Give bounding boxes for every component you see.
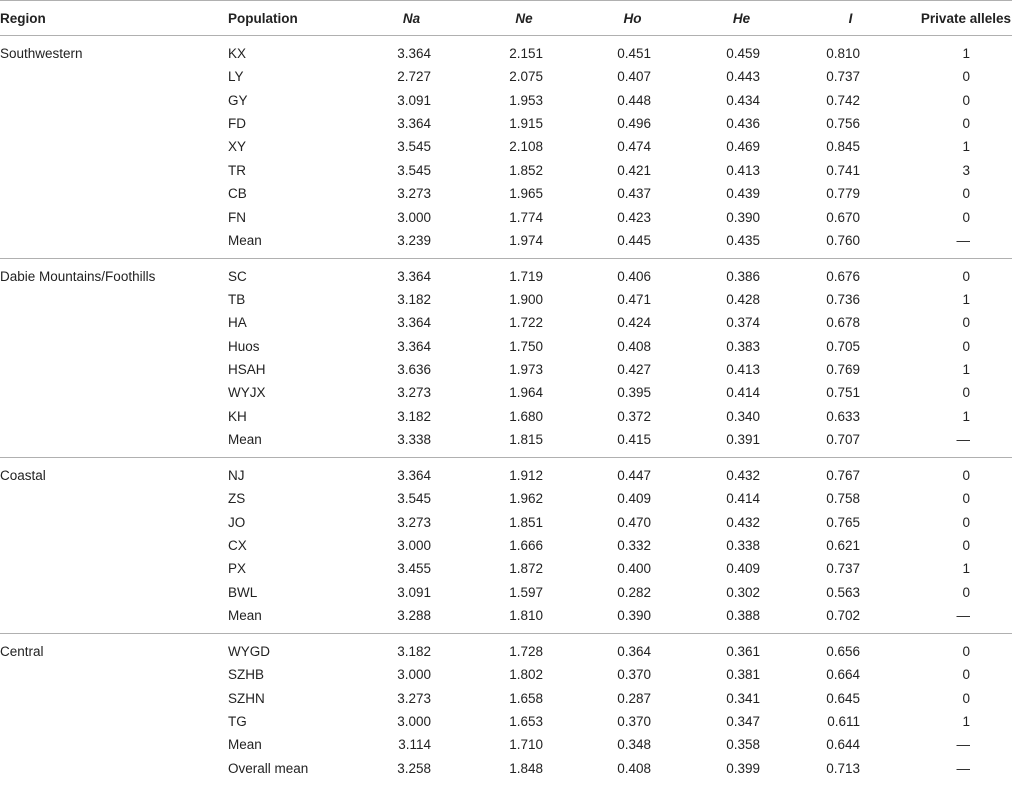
- ne-cell: 1.653: [509, 714, 543, 729]
- ho-cell: 0.372: [617, 408, 651, 424]
- population-cell: KH: [228, 408, 247, 424]
- region-cell-empty: [0, 288, 228, 311]
- ho-cell: 0.447: [578, 458, 687, 488]
- i-cell: 0.707: [826, 432, 860, 448]
- private-alleles-cell: 0: [962, 338, 970, 354]
- private-alleles-cell: 0: [962, 584, 970, 600]
- ho-cell: 0.437: [617, 186, 651, 202]
- private-alleles-cell: 0: [962, 186, 970, 202]
- region-cell-empty: [0, 710, 228, 733]
- i-cell: 0.751: [826, 385, 860, 401]
- na-cell: 3.338: [397, 432, 431, 448]
- na-cell: 3.091: [397, 92, 431, 108]
- ne-cell: 1.597: [509, 584, 543, 600]
- private-alleles-cell: 0: [962, 514, 970, 530]
- he-cell: 0.414: [726, 385, 760, 401]
- he-cell: 0.341: [726, 690, 760, 706]
- he-cell: 0.414: [726, 491, 760, 507]
- private-alleles-cell: 1: [962, 362, 970, 378]
- table-row: [0, 487, 1012, 510]
- i-cell: 0.644: [826, 737, 860, 753]
- table-row: [0, 112, 1012, 135]
- population-cell: XY: [228, 139, 247, 155]
- ho-cell: 0.348: [617, 737, 651, 753]
- header-he: He: [687, 1, 796, 36]
- na-cell: 3.273: [397, 186, 431, 202]
- he-cell: 0.435: [726, 232, 760, 248]
- private-alleles-cell: 0: [962, 538, 970, 554]
- private-alleles-cell: 1: [962, 46, 970, 61]
- table-row: [0, 534, 1012, 557]
- ho-cell: 0.427: [617, 362, 651, 378]
- table-row: [0, 205, 1012, 228]
- private-alleles-cell: 1: [962, 291, 970, 307]
- i-cell: 0.705: [826, 338, 860, 354]
- he-cell: 0.432: [726, 514, 760, 530]
- table-row: [0, 557, 1012, 580]
- header-row: [0, 1, 1012, 36]
- header-region: Region: [0, 1, 228, 36]
- ne-cell: 1.964: [509, 385, 543, 401]
- table-row: [0, 686, 1012, 709]
- ne-cell: 1.750: [509, 338, 543, 354]
- ne-cell: 1.953: [509, 92, 543, 108]
- na-cell: 2.727: [397, 69, 431, 85]
- ne-cell: 1.722: [509, 315, 543, 331]
- region-cell: Coastal: [0, 458, 228, 488]
- ho-cell: 0.424: [617, 315, 651, 331]
- i-cell: 0.713: [826, 760, 860, 776]
- na-cell: 3.364: [397, 115, 431, 131]
- region-cell-empty: [0, 88, 228, 111]
- i-cell: 0.765: [826, 514, 860, 530]
- na-cell: 3.000: [397, 538, 431, 554]
- ho-cell: 0.470: [617, 514, 651, 530]
- population-cell: SZHB: [228, 667, 265, 683]
- i-cell: 0.810: [826, 46, 860, 61]
- ho-cell: 0.408: [617, 760, 651, 776]
- table-row: [0, 182, 1012, 205]
- he-cell: 0.383: [726, 338, 760, 354]
- region-cell-empty: [0, 428, 228, 458]
- ho-cell: 0.395: [617, 385, 651, 401]
- private-alleles-cell: 0: [905, 458, 1012, 488]
- ne-cell: 1.815: [509, 432, 543, 448]
- table-row: [0, 159, 1012, 182]
- na-cell: 3.364: [397, 315, 431, 331]
- table-row: [0, 358, 1012, 381]
- ne-cell: 1.973: [509, 362, 543, 378]
- region-cell-empty: [0, 604, 228, 634]
- population-cell: FD: [228, 115, 246, 131]
- population-cell: Mean: [228, 232, 262, 248]
- population-cell: NJ: [228, 458, 353, 488]
- population-cell: HSAH: [228, 362, 266, 378]
- he-cell: 0.434: [726, 92, 760, 108]
- ho-cell: 0.390: [617, 608, 651, 624]
- he-cell: 0.409: [726, 561, 760, 577]
- private-alleles-cell: 0: [962, 92, 970, 108]
- ne-cell: 1.900: [509, 291, 543, 307]
- table-row: [0, 458, 1012, 488]
- i-cell: 0.645: [826, 690, 860, 706]
- population-cell: FN: [228, 209, 246, 225]
- ne-cell: 1.728: [470, 634, 578, 664]
- na-cell: 3.000: [397, 667, 431, 683]
- region-cell-empty: [0, 405, 228, 428]
- population-cell: WYJX: [228, 385, 266, 401]
- private-alleles-cell: 0: [962, 385, 970, 401]
- header-private-alleles: Private alleles: [905, 1, 1012, 36]
- ho-cell: 0.471: [617, 291, 651, 307]
- ho-cell: 0.415: [617, 432, 651, 448]
- table-row: [0, 311, 1012, 334]
- ne-cell: 1.810: [509, 608, 543, 624]
- region-cell-empty: [0, 229, 228, 259]
- ne-cell: 1.848: [509, 760, 543, 776]
- i-cell: 0.767: [796, 458, 905, 488]
- he-cell: 0.338: [726, 538, 760, 554]
- ne-cell: 1.774: [509, 209, 543, 225]
- i-cell: 0.633: [826, 408, 860, 424]
- population-cell: PX: [228, 561, 247, 577]
- he-cell: 0.386: [687, 258, 796, 288]
- ne-cell: 1.680: [509, 408, 543, 424]
- ne-cell: 1.974: [509, 232, 543, 248]
- private-alleles-cell: 3: [962, 162, 970, 178]
- na-cell: 3.545: [397, 139, 431, 155]
- na-cell: 3.114: [398, 737, 431, 753]
- i-cell: 0.737: [826, 561, 860, 577]
- ho-cell: 0.448: [617, 92, 651, 108]
- table-row: [0, 634, 1012, 664]
- table-row: [0, 288, 1012, 311]
- region-cell-empty: [0, 534, 228, 557]
- na-cell: 3.273: [397, 514, 431, 530]
- i-cell: 0.656: [796, 634, 905, 664]
- ho-cell: 0.370: [617, 667, 651, 683]
- header-i: I: [796, 1, 905, 36]
- ho-cell: 0.445: [617, 232, 651, 248]
- region-cell-empty: [0, 135, 228, 158]
- region-cell-empty: [0, 182, 228, 205]
- na-cell: 3.364: [353, 258, 470, 288]
- private-alleles-cell: —: [956, 737, 970, 753]
- ne-cell: 1.912: [470, 458, 578, 488]
- ho-cell: 0.474: [617, 139, 651, 155]
- region-cell: Dabie Mountains/Foothills: [0, 258, 228, 288]
- i-cell: 0.676: [796, 258, 905, 288]
- na-cell: 3.258: [397, 760, 431, 776]
- population-cell: ZS: [228, 491, 246, 507]
- ho-cell: 0.370: [617, 714, 651, 729]
- private-alleles-cell: 0: [962, 690, 970, 706]
- i-cell: 0.758: [826, 491, 860, 507]
- na-cell: 3.273: [397, 690, 431, 706]
- table-row: [0, 65, 1012, 88]
- table-row: [0, 604, 1012, 634]
- population-cell: SZHN: [228, 690, 265, 706]
- he-cell: 0.443: [726, 69, 760, 85]
- population-cell: Mean: [228, 432, 262, 448]
- na-cell: 3.364: [397, 46, 431, 61]
- private-alleles-cell: 0: [962, 315, 970, 331]
- na-cell: 3.455: [397, 561, 431, 577]
- ho-cell: 0.451: [617, 46, 651, 61]
- he-cell: 0.439: [726, 186, 760, 202]
- ho-cell: 0.409: [617, 491, 651, 507]
- region-cell-empty: [0, 733, 228, 756]
- he-cell: 0.413: [726, 362, 760, 378]
- population-cell: JO: [228, 514, 246, 530]
- table-row: [0, 88, 1012, 111]
- table-row: [0, 757, 1012, 786]
- na-cell: 3.000: [397, 714, 431, 729]
- population-cell: Mean: [228, 608, 262, 624]
- population-cell: CX: [228, 538, 247, 554]
- table-header: [0, 1, 1012, 36]
- private-alleles-cell: 1: [962, 139, 970, 155]
- private-alleles-cell: —: [956, 608, 970, 624]
- region-cell-empty: [0, 581, 228, 604]
- he-cell: 0.340: [726, 408, 760, 424]
- ne-cell: 1.710: [509, 737, 543, 753]
- private-alleles-cell: —: [956, 232, 970, 248]
- ne-cell: 1.915: [509, 115, 543, 131]
- population-cell: BWL: [228, 584, 258, 600]
- i-cell: 0.678: [826, 315, 860, 331]
- private-alleles-cell: 0: [905, 634, 1012, 664]
- region-cell-empty: [0, 311, 228, 334]
- population-cell: TR: [228, 162, 246, 178]
- he-cell: 0.381: [726, 667, 760, 683]
- region-cell-empty: [0, 358, 228, 381]
- ho-cell: 0.407: [617, 69, 651, 85]
- i-cell: 0.756: [826, 115, 860, 131]
- table-row: [0, 36, 1012, 66]
- ho-cell: 0.364: [578, 634, 687, 664]
- private-alleles-cell: 0: [962, 115, 970, 131]
- na-cell: 3.636: [397, 362, 431, 378]
- i-cell: 0.779: [826, 186, 860, 202]
- na-cell: 3.364: [397, 338, 431, 354]
- table-row: [0, 510, 1012, 533]
- table-row: [0, 381, 1012, 404]
- region-cell-empty: [0, 205, 228, 228]
- ho-cell: 0.421: [617, 162, 651, 178]
- he-cell: 0.432: [687, 458, 796, 488]
- he-cell: 0.347: [726, 714, 760, 729]
- private-alleles-cell: 0: [905, 258, 1012, 288]
- i-cell: 0.741: [826, 162, 860, 178]
- region-cell-empty: [0, 757, 228, 786]
- population-cell: LY: [228, 69, 244, 85]
- region-cell-empty: [0, 510, 228, 533]
- table-row: [0, 335, 1012, 358]
- he-cell: 0.391: [726, 432, 760, 448]
- table-row: [0, 135, 1012, 158]
- he-cell: 0.388: [726, 608, 760, 624]
- na-cell: 3.239: [397, 232, 431, 248]
- region-cell-empty: [0, 335, 228, 358]
- population-cell: GY: [228, 92, 248, 108]
- ne-cell: 1.802: [509, 667, 543, 683]
- private-alleles-cell: 0: [962, 667, 970, 683]
- na-cell: 3.182: [397, 408, 431, 424]
- population-cell: CB: [228, 186, 247, 202]
- he-cell: 0.399: [726, 760, 760, 776]
- header-population: Population: [228, 1, 353, 36]
- i-cell: 0.736: [826, 291, 860, 307]
- private-alleles-cell: 0: [962, 69, 970, 85]
- region-cell: Central: [0, 634, 228, 664]
- na-cell: 3.545: [397, 491, 431, 507]
- population-cell: TG: [228, 714, 247, 729]
- ho-cell: 0.496: [617, 115, 651, 131]
- population-cell: WYGD: [228, 634, 353, 664]
- na-cell: 3.364: [353, 458, 470, 488]
- ne-cell: 1.658: [509, 690, 543, 706]
- he-cell: 0.358: [726, 737, 760, 753]
- region-cell-empty: [0, 557, 228, 580]
- private-alleles-cell: —: [956, 760, 970, 776]
- header-na: Na: [353, 1, 470, 36]
- population-cell: TB: [228, 291, 246, 307]
- ne-cell: 1.719: [470, 258, 578, 288]
- ne-cell: 2.075: [509, 69, 543, 85]
- table-row: [0, 663, 1012, 686]
- region-cell: Southwestern: [0, 46, 83, 61]
- population-cell: HA: [228, 315, 247, 331]
- ne-cell: 1.872: [509, 561, 543, 577]
- header-ho: Ho: [578, 1, 687, 36]
- i-cell: 0.611: [827, 714, 860, 729]
- i-cell: 0.737: [826, 69, 860, 85]
- ne-cell: 1.851: [509, 514, 543, 530]
- ho-cell: 0.406: [578, 258, 687, 288]
- i-cell: 0.760: [826, 232, 860, 248]
- na-cell: 3.091: [397, 584, 431, 600]
- he-cell: 0.390: [726, 209, 760, 225]
- i-cell: 0.621: [826, 538, 860, 554]
- region-cell-empty: [0, 65, 228, 88]
- he-cell: 0.436: [726, 115, 760, 131]
- region-cell-empty: [0, 159, 228, 182]
- na-cell: 3.182: [397, 291, 431, 307]
- i-cell: 0.742: [826, 92, 860, 108]
- private-alleles-cell: 1: [962, 561, 970, 577]
- region-cell-empty: [0, 381, 228, 404]
- i-cell: 0.769: [826, 362, 860, 378]
- private-alleles-cell: —: [956, 432, 970, 448]
- region-cell-empty: [0, 487, 228, 510]
- he-cell: 0.374: [726, 315, 760, 331]
- he-cell: 0.459: [726, 46, 760, 61]
- ne-cell: 1.965: [509, 186, 543, 202]
- private-alleles-cell: 0: [962, 209, 970, 225]
- he-cell: 0.361: [687, 634, 796, 664]
- ne-cell: 1.666: [509, 538, 543, 554]
- table-row: [0, 710, 1012, 733]
- region-group: [0, 458, 1012, 634]
- ne-cell: 1.962: [509, 491, 543, 507]
- i-cell: 0.845: [826, 139, 860, 155]
- region-group: [0, 258, 1012, 457]
- he-cell: 0.428: [726, 291, 760, 307]
- population-cell: Overall mean: [228, 760, 309, 776]
- ho-cell: 0.423: [617, 209, 651, 225]
- table-row: [0, 258, 1012, 288]
- region-group: [0, 36, 1012, 259]
- he-cell: 0.302: [726, 584, 760, 600]
- ne-cell: 2.151: [509, 46, 543, 61]
- ho-cell: 0.332: [617, 538, 651, 554]
- region-cell-empty: [0, 663, 228, 686]
- he-cell: 0.469: [726, 139, 760, 155]
- he-cell: 0.413: [726, 162, 760, 178]
- region-cell-empty: [0, 686, 228, 709]
- table-row: [0, 428, 1012, 458]
- population-cell: Huos: [228, 338, 260, 354]
- ho-cell: 0.287: [617, 690, 651, 706]
- na-cell: 3.545: [397, 162, 431, 178]
- private-alleles-cell: 1: [962, 408, 970, 424]
- na-cell: 3.000: [397, 209, 431, 225]
- ho-cell: 0.282: [617, 584, 651, 600]
- private-alleles-cell: 1: [962, 714, 970, 729]
- table-row: [0, 581, 1012, 604]
- na-cell: 3.182: [353, 634, 470, 664]
- ho-cell: 0.408: [617, 338, 651, 354]
- table-row: [0, 229, 1012, 259]
- region-cell-empty: [0, 112, 228, 135]
- na-cell: 3.273: [397, 385, 431, 401]
- i-cell: 0.664: [826, 667, 860, 683]
- population-cell: Mean: [228, 737, 262, 753]
- na-cell: 3.288: [397, 608, 431, 624]
- i-cell: 0.702: [826, 608, 860, 624]
- i-cell: 0.670: [826, 209, 860, 225]
- ho-cell: 0.400: [617, 561, 651, 577]
- population-cell: SC: [228, 258, 353, 288]
- private-alleles-cell: 0: [962, 491, 970, 507]
- table-row: [0, 733, 1012, 756]
- ne-cell: 2.108: [509, 139, 543, 155]
- header-ne: Ne: [470, 1, 578, 36]
- table-row: [0, 405, 1012, 428]
- ne-cell: 1.852: [509, 162, 543, 178]
- region-group: [0, 634, 1012, 786]
- i-cell: 0.563: [826, 584, 860, 600]
- population-cell: KX: [228, 46, 247, 61]
